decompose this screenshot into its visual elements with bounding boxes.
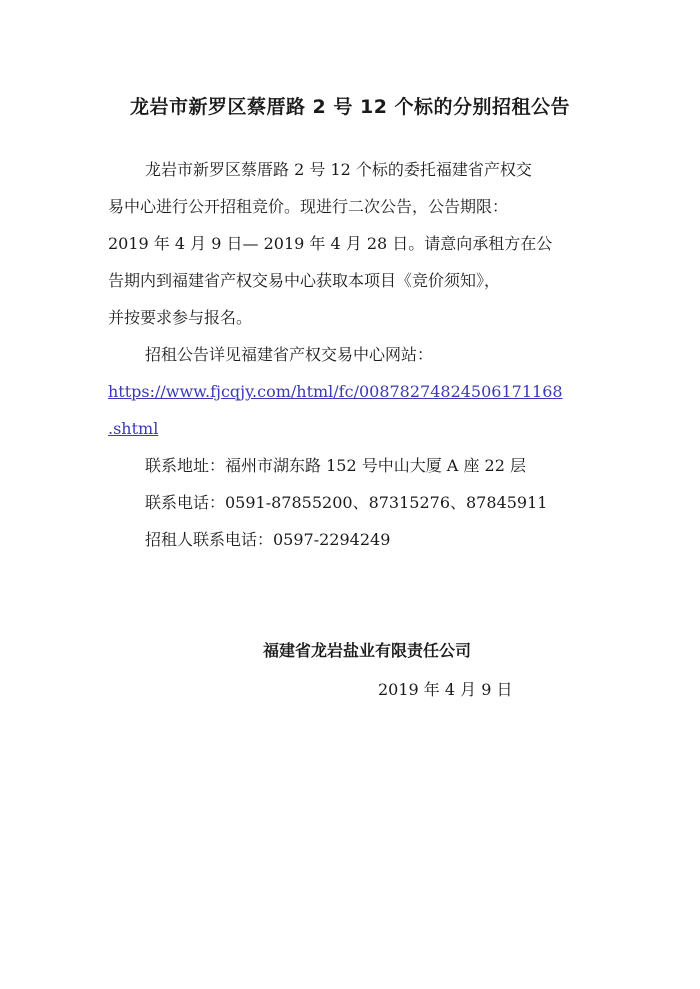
website-link-line[interactable]: https://www.fjcqjy.com/html/fc/00878274824506171168 xyxy=(108,382,563,401)
body-line: 易中心进行公开招租竞价。现进行二次公告，公告期限： xyxy=(108,197,509,216)
signer-company: 福建省龙岩盐业有限责任公司 xyxy=(263,641,472,660)
page-title: 龙岩市新罗区蔡厝路 2 号 12 个标的分别招租公告 xyxy=(129,96,571,118)
signature-date: 2019 年 4 月 9 日 xyxy=(378,680,513,699)
contact-address: 联系地址：福州市湖东路 152 号中山大厦 A 座 22 层 xyxy=(145,456,526,475)
contact-phone: 联系电话：0591-87855200、87315276、87845911 xyxy=(145,493,548,512)
body-line: 并按要求参与报名。 xyxy=(108,308,253,327)
body-line: 龙岩市新罗区蔡厝路 2 号 12 个标的委托福建省产权交 xyxy=(145,160,532,179)
body-line: 2019 年 4 月 9 日— 2019 年 4 月 28 日。请意向承租方在公 xyxy=(108,234,553,253)
lessor-phone: 招租人联系电话：0597-2294249 xyxy=(145,530,391,549)
website-link-line[interactable]: .shtml xyxy=(108,419,159,438)
body-line: 告期内到福建省产权交易中心获取本项目《竞价须知》， xyxy=(108,271,501,290)
body-line: 招租公告详见福建省产权交易中心网站： xyxy=(145,345,434,364)
